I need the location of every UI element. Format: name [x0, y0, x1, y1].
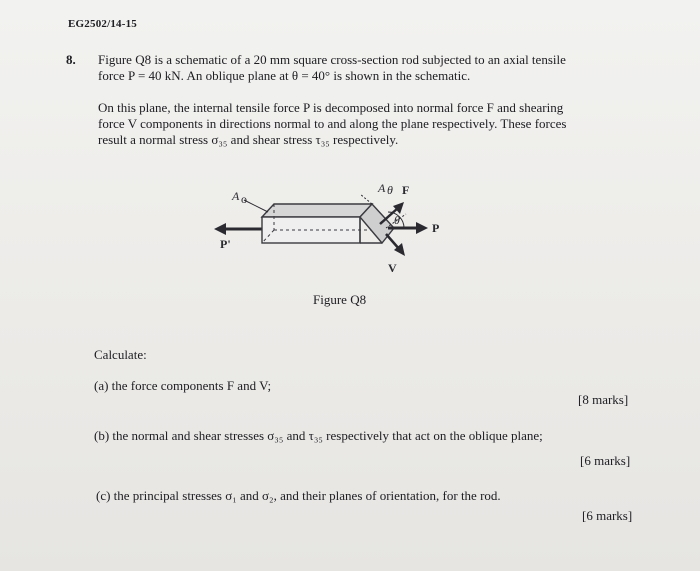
paragraph-1-line-1: Figure Q8 is a schematic of a 20 mm square cross-section rod subjected to an axial tensile — [98, 52, 566, 67]
rod-schematic — [210, 172, 450, 282]
question-paragraph-2 — [98, 100, 638, 148]
paragraph-2-line-1: On this plane, the internal tensile force P is decomposed into normal force F and shearing — [98, 100, 564, 115]
part-c-text: (c) the principal stresses σ₁ and σ₂, and their planes of orientation, for the rod. — [96, 488, 501, 503]
plane-reference-dashed — [360, 194, 372, 204]
rod-body — [262, 204, 394, 243]
part-b-marks: [6 marks] — [580, 453, 631, 468]
question-number: 8. — [66, 52, 76, 67]
a0-leader-line — [244, 200, 268, 212]
label-v: V — [388, 261, 397, 275]
label-atheta-sub: θ — [387, 183, 393, 197]
part-c-marks: [6 marks] — [582, 508, 633, 523]
part-a-text: (a) the force components F and V; — [94, 378, 272, 393]
label-f: F — [402, 183, 410, 197]
part-a-marks: [8 marks] — [578, 392, 629, 407]
calculate-intro: Calculate: — [94, 347, 147, 362]
paragraph-1-line-2: force P = 40 kN. An oblique plane at θ = 40° is shown in the schematic. — [98, 68, 471, 83]
shear-force-arrow — [386, 234, 405, 256]
normal-force-arrow — [380, 202, 404, 224]
label-p: P — [432, 221, 440, 235]
left-force-arrow — [214, 223, 262, 235]
question-paragraph-1 — [98, 52, 638, 84]
label-theta: θ — [394, 213, 400, 227]
part-b-text: (b) the normal and shear stresses σ₃₅ and τ₃₅ respectively that act on the oblique plane; — [94, 428, 543, 443]
module-code: EG2502/14-15 — [68, 18, 138, 30]
figure-caption: Figure Q8 — [313, 292, 367, 307]
paragraph-2-line-3: result a normal stress σ₃₅ and shear stress τ₃₅ respectively. — [98, 132, 399, 147]
paragraph-2-line-2: force V components in directions normal to and along the plane respectively. These forces — [98, 116, 567, 131]
label-a0: A — [232, 189, 240, 203]
label-atheta: A — [378, 181, 386, 195]
label-p-prime: P' — [220, 237, 231, 251]
label-a0-sub: o — [241, 192, 247, 206]
